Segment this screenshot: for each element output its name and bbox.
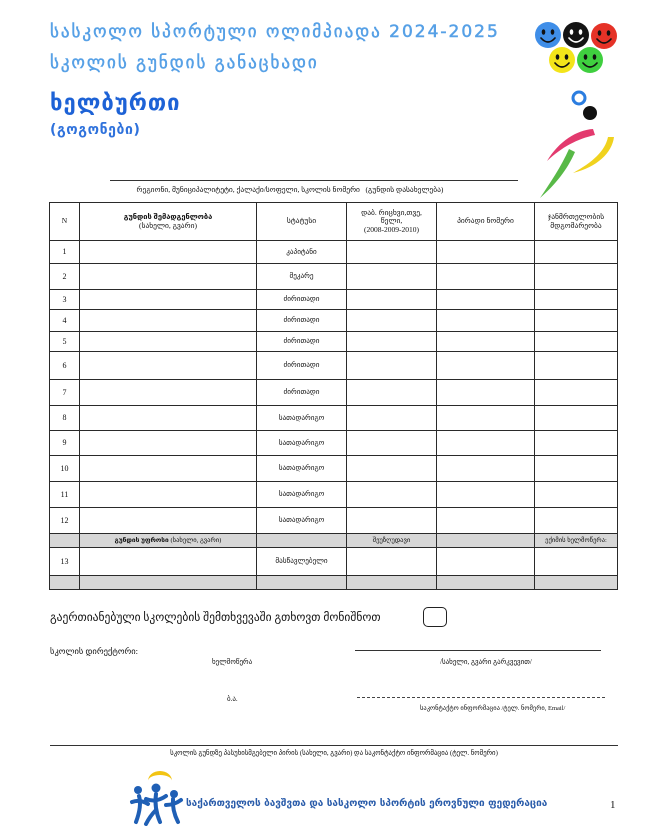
responsible-person-caption: სკოლის გუნდზე პასუხისმგებელი პირის (სახელი, გვარი) და საკონტაქტო ინფორმაცია (ტელ. ნომერი) bbox=[170, 750, 498, 757]
leader-header-empty-cell bbox=[257, 534, 347, 548]
player-health-cell bbox=[535, 332, 618, 352]
player-row bbox=[50, 508, 618, 534]
leader-header-health-cell: ექიმის ხელმოწერა: bbox=[535, 534, 618, 548]
smiley-right-eye bbox=[551, 29, 555, 35]
smiley-face-circle bbox=[535, 22, 561, 48]
player-birth-date-cell bbox=[347, 352, 437, 380]
player-name-cell bbox=[80, 352, 257, 380]
player-health-cell bbox=[535, 352, 618, 380]
player-name-cell bbox=[80, 482, 257, 508]
contact-info-line bbox=[357, 697, 605, 698]
player-row bbox=[50, 352, 618, 380]
health-header-label: ჯანმრთელობის მდგომარეობა bbox=[547, 211, 605, 230]
player-number-cell: 10 bbox=[50, 456, 80, 482]
player-personal-id-cell bbox=[437, 456, 535, 482]
player-status-cell: ძირითადი bbox=[257, 310, 347, 332]
leader-header-empty-cell bbox=[50, 534, 80, 548]
player-row bbox=[50, 380, 618, 406]
smiley-right-eye bbox=[607, 30, 611, 36]
player-name-cell bbox=[80, 290, 257, 310]
footer-empty-cell bbox=[257, 576, 347, 590]
leader-section bbox=[50, 534, 618, 590]
logo-head-dot bbox=[583, 106, 597, 120]
birth-header-line: (2008-2009-2010) bbox=[364, 224, 419, 234]
player-health-cell bbox=[535, 264, 618, 290]
player-status-cell: სათადარიგო bbox=[257, 456, 347, 482]
player-row bbox=[50, 456, 618, 482]
player-status-cell: კაპიტანი bbox=[257, 241, 347, 264]
player-row bbox=[50, 264, 618, 290]
player-birth-date-cell bbox=[347, 241, 437, 264]
player-name-cell bbox=[80, 431, 257, 456]
player-status-cell: ძირითადი bbox=[257, 290, 347, 310]
player-health-cell bbox=[535, 482, 618, 508]
player-name-cell bbox=[80, 406, 257, 431]
player-number-cell: 4 bbox=[50, 310, 80, 332]
leader-header-birth-cell: შეუზღუდავი bbox=[347, 534, 437, 548]
responsible-person-line bbox=[50, 745, 618, 746]
player-birth-date-cell bbox=[347, 508, 437, 534]
player-status-cell: სათადარიგო bbox=[257, 431, 347, 456]
merged-schools-label: გაერთიანებული სკოლების შემთხვევაში გთხოვთ მონიშნოთ bbox=[50, 612, 381, 624]
smiley-face-circle bbox=[591, 23, 617, 49]
leader-row bbox=[50, 548, 618, 576]
contact-caption: საკონტაქტო ინფორმაცია /ტელ. ნომერი, Email/ bbox=[420, 705, 566, 712]
player-birth-date-cell bbox=[347, 431, 437, 456]
player-number-cell: 9 bbox=[50, 431, 80, 456]
player-personal-id-cell bbox=[437, 264, 535, 290]
player-personal-id-cell bbox=[437, 290, 535, 310]
player-row bbox=[50, 241, 618, 264]
smiley-face-icon bbox=[563, 22, 589, 48]
application-subtitle: სკოლის გუნდის განაცხადი bbox=[50, 53, 319, 73]
signature-caption: ხელმოწერა bbox=[212, 658, 253, 666]
smiley-right-eye bbox=[593, 54, 597, 60]
player-personal-id-cell bbox=[437, 508, 535, 534]
player-number-cell: 5 bbox=[50, 332, 80, 352]
player-personal-id-cell bbox=[437, 406, 535, 431]
logo-figure-head bbox=[170, 790, 178, 798]
leader-header-row bbox=[50, 534, 618, 548]
handball-player-icon bbox=[535, 85, 617, 200]
player-health-cell bbox=[535, 406, 618, 431]
player-health-cell bbox=[535, 508, 618, 534]
sport-name: ხელბურთი bbox=[50, 91, 181, 116]
leader-birth-date-cell bbox=[347, 548, 437, 576]
player-birth-date-cell bbox=[347, 482, 437, 508]
smiley-face-icon bbox=[577, 47, 603, 73]
logo-figure-head bbox=[134, 786, 142, 794]
player-personal-id-cell bbox=[437, 241, 535, 264]
smiley-left-eye bbox=[584, 54, 588, 60]
player-birth-date-cell bbox=[347, 290, 437, 310]
smiley-face-icon bbox=[591, 23, 617, 49]
region-caption: რეგიონი, მუნიციპალიტეტი, ქალაქი/სოფელი, სკოლის ნომერი (გუნდის დასახელება) bbox=[136, 185, 444, 194]
player-name-cell bbox=[80, 380, 257, 406]
team-roster-table bbox=[49, 202, 618, 590]
player-birth-date-cell bbox=[347, 310, 437, 332]
player-row bbox=[50, 290, 618, 310]
leader-number-cell: 13 bbox=[50, 548, 80, 576]
footer-empty-cell bbox=[50, 576, 80, 590]
status-column-header bbox=[257, 203, 347, 241]
logo-yellow-crescent bbox=[148, 771, 172, 781]
logo-ball-ring bbox=[573, 92, 585, 104]
director-signature-line bbox=[355, 650, 601, 651]
player-row bbox=[50, 406, 618, 431]
footer-empty-cell bbox=[535, 576, 618, 590]
smiley-left-eye bbox=[556, 54, 560, 60]
sport-category: (გოგონები) bbox=[50, 122, 141, 138]
player-birth-date-cell bbox=[347, 264, 437, 290]
merged-schools-checkbox[interactable] bbox=[423, 607, 447, 627]
player-row bbox=[50, 310, 618, 332]
roster-column-header bbox=[80, 203, 257, 241]
player-health-cell bbox=[535, 456, 618, 482]
leader-status-cell: მასწავლებელი bbox=[257, 548, 347, 576]
smiley-left-eye bbox=[598, 30, 602, 36]
player-personal-id-cell bbox=[437, 352, 535, 380]
leader-header-title: გუნდის უფროსი bbox=[114, 536, 169, 544]
player-status-cell: სათადარიგო bbox=[257, 482, 347, 508]
player-health-cell bbox=[535, 380, 618, 406]
player-number-cell: 2 bbox=[50, 264, 80, 290]
region-underline bbox=[110, 180, 518, 181]
player-birth-date-cell bbox=[347, 456, 437, 482]
personal-id-header-label: პირადი ნომერი bbox=[457, 216, 514, 226]
smiley-faces-icon bbox=[530, 18, 622, 78]
leader-header-empty-cell bbox=[437, 534, 535, 548]
smiley-face-circle bbox=[563, 22, 589, 48]
federation-figures-icon bbox=[128, 768, 184, 826]
smiley-left-eye bbox=[542, 29, 546, 35]
player-birth-date-cell bbox=[347, 332, 437, 352]
leader-signature-cell bbox=[535, 548, 618, 576]
player-name-cell bbox=[80, 241, 257, 264]
smiley-face-circle bbox=[577, 47, 603, 73]
status-header-label: სტატუსი bbox=[286, 216, 317, 226]
player-name-cell bbox=[80, 508, 257, 534]
birth-header-line: წელი, bbox=[380, 216, 403, 226]
player-personal-id-cell bbox=[437, 431, 535, 456]
players-section bbox=[50, 241, 618, 534]
player-personal-id-cell bbox=[437, 310, 535, 332]
logo-figure-head bbox=[152, 784, 161, 793]
leader-name-cell bbox=[80, 548, 257, 576]
player-row bbox=[50, 332, 618, 352]
player-status-cell: მეკარე bbox=[257, 264, 347, 290]
page-number: 1 bbox=[610, 799, 616, 811]
smiley-face-icon bbox=[535, 22, 561, 48]
player-name-cell bbox=[80, 310, 257, 332]
table-footer-row bbox=[50, 576, 618, 590]
player-number-cell: 11 bbox=[50, 482, 80, 508]
player-personal-id-cell bbox=[437, 332, 535, 352]
player-number-cell: 3 bbox=[50, 290, 80, 310]
player-status-cell: სათადარიგო bbox=[257, 508, 347, 534]
player-birth-date-cell bbox=[347, 380, 437, 406]
player-row bbox=[50, 431, 618, 456]
player-status-cell: სათადარიგო bbox=[257, 406, 347, 431]
logo-yellow-stroke bbox=[573, 137, 614, 173]
player-status-cell: ძირითადი bbox=[257, 380, 347, 406]
player-personal-id-cell bbox=[437, 380, 535, 406]
name-caption: /სახელი, გვარი გარკვევით/ bbox=[440, 658, 532, 666]
number-header-label: N bbox=[61, 216, 68, 226]
logo-figure-leg bbox=[146, 810, 156, 824]
player-number-cell: 1 bbox=[50, 241, 80, 264]
smiley-right-eye bbox=[579, 29, 583, 35]
player-health-cell bbox=[535, 431, 618, 456]
player-health-cell bbox=[535, 290, 618, 310]
player-personal-id-cell bbox=[437, 482, 535, 508]
player-birth-date-cell bbox=[347, 406, 437, 431]
roster-header-title: გუნდის შემადგენლობა bbox=[123, 211, 213, 221]
player-status-cell: ძირითადი bbox=[257, 352, 347, 380]
player-row bbox=[50, 482, 618, 508]
player-number-cell: 12 bbox=[50, 508, 80, 534]
director-label: სკოლის დირექტორი: bbox=[50, 646, 139, 656]
personal-id-column-header bbox=[437, 203, 535, 241]
logo-green-stroke bbox=[540, 149, 575, 198]
player-name-cell bbox=[80, 332, 257, 352]
smiley-face-icon bbox=[549, 47, 575, 73]
player-health-cell bbox=[535, 310, 618, 332]
footer-empty-cell bbox=[347, 576, 437, 590]
federation-name: საქართველოს ბავშვთა და სასკოლო სპორტის ეროვნული ფედერაცია bbox=[186, 798, 548, 809]
birth-header-line: დაბ. რიცხვი,თვე, bbox=[361, 207, 422, 217]
player-number-cell: 8 bbox=[50, 406, 80, 431]
roster-header-subtitle: (სახელი, გვარი) bbox=[139, 220, 197, 230]
smiley-right-eye bbox=[565, 54, 569, 60]
leader-header-name-cell bbox=[80, 534, 257, 548]
olympiad-title: სასკოლო სპორტული ოლიმპიადა 2024-2025 bbox=[50, 22, 500, 42]
footer-empty-cell bbox=[437, 576, 535, 590]
birth-date-column-header bbox=[347, 203, 437, 241]
player-number-cell: 7 bbox=[50, 380, 80, 406]
number-column-header bbox=[50, 203, 80, 241]
player-health-cell bbox=[535, 241, 618, 264]
table-header-row bbox=[50, 203, 618, 241]
player-status-cell: ძირითადი bbox=[257, 332, 347, 352]
smiley-left-eye bbox=[570, 29, 574, 35]
footer-empty-cell bbox=[80, 576, 257, 590]
leader-personal-id-cell bbox=[437, 548, 535, 576]
health-column-header bbox=[535, 203, 618, 241]
player-number-cell: 6 bbox=[50, 352, 80, 380]
player-name-cell bbox=[80, 456, 257, 482]
leader-header-subtitle: (სახელი, გვარი) bbox=[170, 536, 222, 544]
player-name-cell bbox=[80, 264, 257, 290]
stamp-label: ბ.ა. bbox=[227, 695, 238, 703]
smiley-face-circle bbox=[549, 47, 575, 73]
